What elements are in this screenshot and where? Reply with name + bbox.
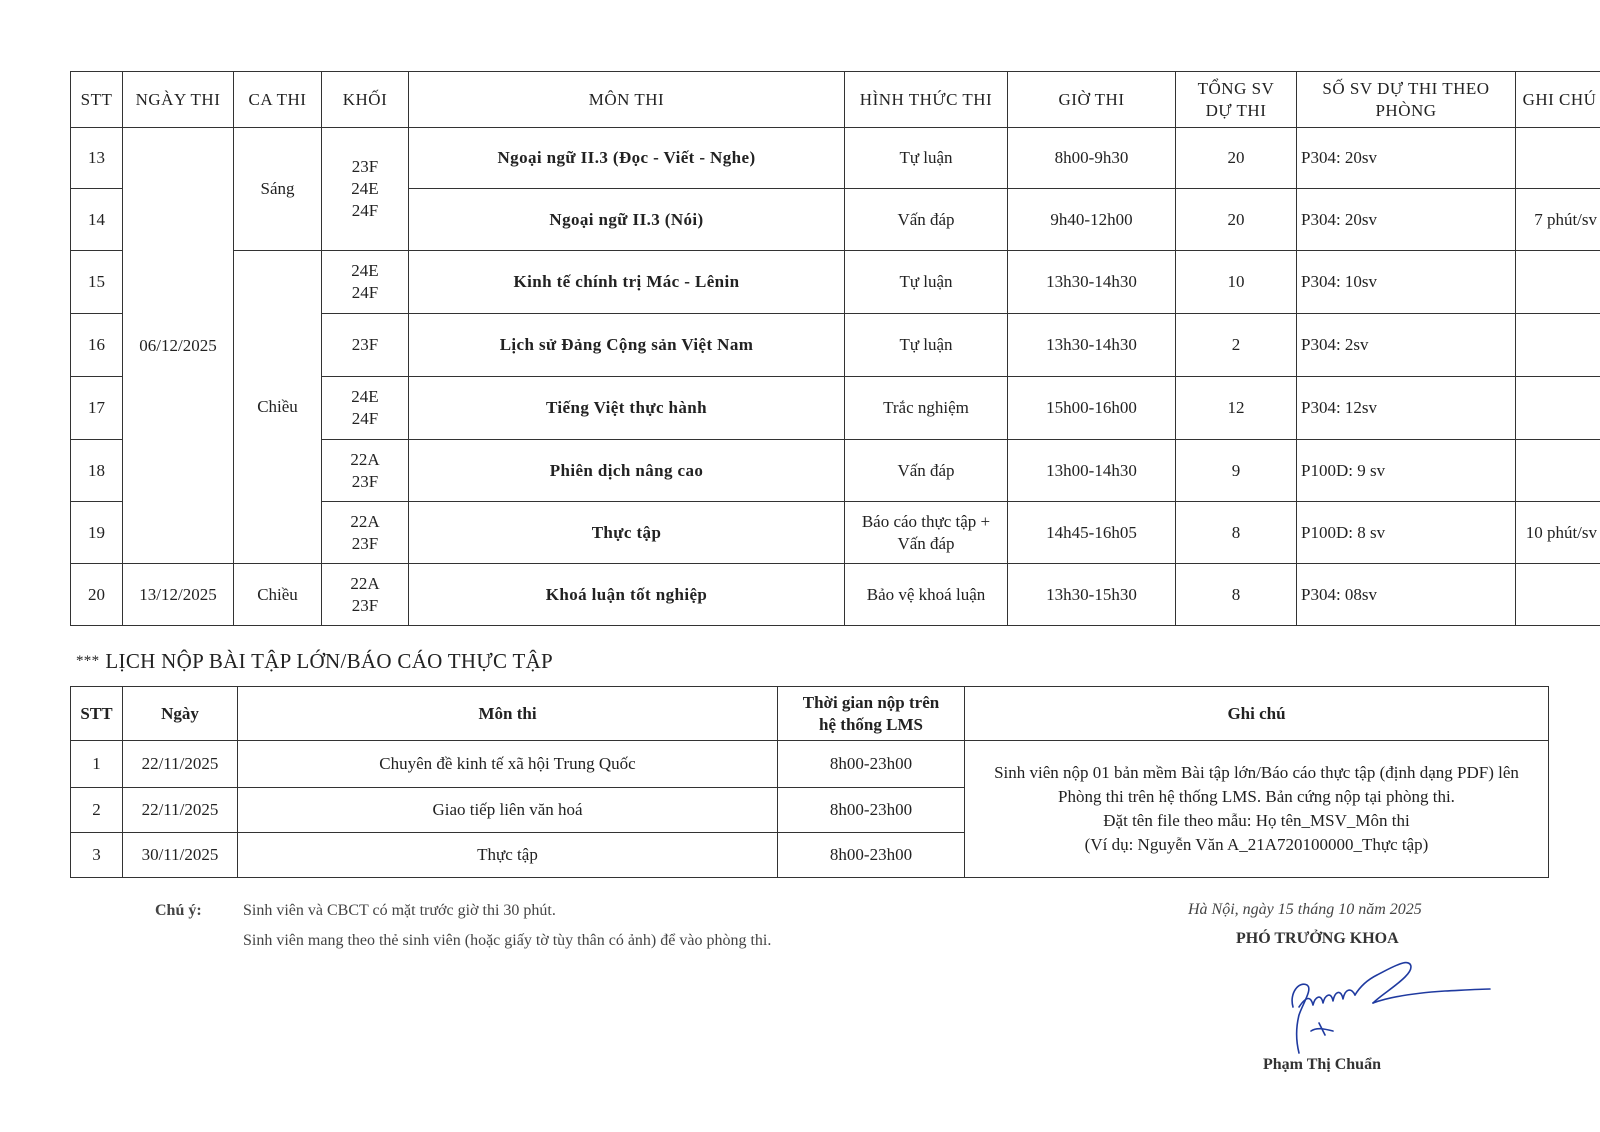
rooms-cell: P304: 12sv [1297, 377, 1516, 440]
footer-note-2: Sinh viên mang theo thẻ sinh viên (hoặc giấy tờ tùy thân có ảnh) để vào phòng thi. [243, 932, 772, 949]
note-cell [1516, 440, 1600, 502]
session-cell: Chiều [234, 251, 322, 564]
exam-schedule-table [70, 71, 1600, 626]
note-cell [1516, 128, 1600, 189]
col-header-ca-thi: CA THI [234, 72, 322, 128]
time-cell: 13h00-14h30 [1008, 440, 1176, 502]
stt-cell: 1 [71, 741, 123, 788]
col-header-ngay: Ngày [123, 687, 238, 741]
submission-schedule-table [70, 686, 1549, 878]
section-title-text: LỊCH NỘP BÀI TẬP LỚN/BÁO CÁO THỰC TẬP [105, 649, 554, 673]
total-cell: 9 [1176, 440, 1297, 502]
col-header-ghi-chu: GHI CHÚ [1516, 72, 1600, 128]
note-cell: 7 phút/sv [1516, 189, 1600, 251]
stt-cell: 18 [71, 440, 123, 502]
note-label: Chú ý: [155, 902, 202, 919]
stt-cell: 20 [71, 564, 123, 626]
col-header-stt: STT [71, 687, 123, 741]
format-cell: Tự luận [845, 251, 1008, 314]
date-cell: 22/11/2025 [123, 741, 238, 788]
date-cell: 06/12/2025 [123, 128, 234, 564]
rooms-cell: P304: 20sv [1297, 128, 1516, 189]
subject-cell: Tiếng Việt thực hành [409, 377, 845, 440]
time-cell: 13h30-14h30 [1008, 251, 1176, 314]
stt-cell: 14 [71, 189, 123, 251]
stt-cell: 3 [71, 833, 123, 878]
stt-cell: 17 [71, 377, 123, 440]
time-cell: 15h00-16h00 [1008, 377, 1176, 440]
time-cell: 8h00-23h00 [778, 833, 965, 878]
section-title [76, 649, 553, 674]
rooms-cell: P304: 20sv [1297, 189, 1516, 251]
stt-cell: 16 [71, 314, 123, 377]
format-cell: Vấn đáp [845, 440, 1008, 502]
stt-cell: 13 [71, 128, 123, 189]
time-cell: 14h45-16h05 [1008, 502, 1176, 564]
col-header-mon-thi: MÔN THI [409, 72, 845, 128]
format-cell: Tự luận [845, 128, 1008, 189]
table-row [71, 251, 1600, 314]
col-header-so-sv: SỐ SV DỰ THI THEO PHÒNG [1297, 72, 1516, 128]
date-cell: 30/11/2025 [123, 833, 238, 878]
format-cell: Báo cáo thực tập + Vấn đáp [845, 502, 1008, 564]
place-date: Hà Nội, ngày 15 tháng 10 năm 2025 [1188, 901, 1422, 918]
table-header-row [71, 687, 1549, 741]
subject-cell: Ngoại ngữ II.3 (Nói) [409, 189, 845, 251]
date-cell: 13/12/2025 [123, 564, 234, 626]
subject-cell: Kinh tế chính trị Mác - Lênin [409, 251, 845, 314]
note-cell [1516, 251, 1600, 314]
footer-note-1: Sinh viên và CBCT có mặt trước giờ thi 30 phút. [243, 902, 556, 919]
total-cell: 20 [1176, 128, 1297, 189]
time-cell: 8h00-9h30 [1008, 128, 1176, 189]
time-cell: 8h00-23h00 [778, 741, 965, 788]
stt-cell: 15 [71, 251, 123, 314]
note-cell: 10 phút/sv [1516, 502, 1600, 564]
rooms-cell: P304: 08sv [1297, 564, 1516, 626]
group-cell: 23F 24E 24F [322, 128, 409, 251]
rooms-cell: P304: 10sv [1297, 251, 1516, 314]
table-header-row [71, 72, 1600, 128]
subject-cell: Giao tiếp liên văn hoá [238, 788, 778, 833]
group-cell: 22A 23F [322, 502, 409, 564]
rooms-cell: P100D: 8 sv [1297, 502, 1516, 564]
session-cell: Sáng [234, 128, 322, 251]
group-cell: 22A 23F [322, 564, 409, 626]
rooms-cell: P100D: 9 sv [1297, 440, 1516, 502]
time-cell: 8h00-23h00 [778, 788, 965, 833]
signer-name: Phạm Thị Chuẩn [1263, 1056, 1381, 1073]
format-cell: Trắc nghiệm [845, 377, 1008, 440]
subject-cell: Chuyên đề kinh tế xã hội Trung Quốc [238, 741, 778, 788]
table-row [71, 128, 1600, 189]
group-cell: 22A 23F [322, 440, 409, 502]
time-cell: 9h40-12h00 [1008, 189, 1176, 251]
format-cell: Vấn đáp [845, 189, 1008, 251]
col-header-khoi: KHỐI [322, 72, 409, 128]
total-cell: 8 [1176, 502, 1297, 564]
col-header-gio-thi: GIỜ THI [1008, 72, 1176, 128]
note-cell [1516, 314, 1600, 377]
col-header-ngay-thi: NGÀY THI [123, 72, 234, 128]
section-stars: *** [76, 653, 100, 669]
group-cell: 23F [322, 314, 409, 377]
rooms-cell: P304: 2sv [1297, 314, 1516, 377]
format-cell: Tự luận [845, 314, 1008, 377]
signer-title: PHÓ TRƯỞNG KHOA [1236, 930, 1399, 947]
col-header-hinh-thuc: HÌNH THỨC THI [845, 72, 1008, 128]
total-cell: 2 [1176, 314, 1297, 377]
time-cell: 13h30-15h30 [1008, 564, 1176, 626]
col-header-thoi-gian: Thời gian nộp trên hệ thống LMS [778, 687, 965, 741]
subject-cell: Ngoại ngữ II.3 (Đọc - Viết - Nghe) [409, 128, 845, 189]
date-cell: 22/11/2025 [123, 788, 238, 833]
format-cell: Bảo vệ khoá luận [845, 564, 1008, 626]
submission-note-cell: Sinh viên nộp 01 bản mềm Bài tập lớn/Báo cáo thực tập (định dạng PDF) lên Phòng thi trên hệ thống LMS. Bản cứng nộp tại phòng thi. Đặt tên file theo mẫu: Họ tên_MSV_Môn thi (Ví dụ: Nguyễn Văn A_21A720100000_Thực tập) [965, 741, 1549, 878]
col-header-mon-thi: Môn thi [238, 687, 778, 741]
col-header-ghi-chu: Ghi chú [965, 687, 1549, 741]
table-row [71, 741, 1549, 788]
note-cell [1516, 377, 1600, 440]
table-row [71, 564, 1600, 626]
time-cell: 13h30-14h30 [1008, 314, 1176, 377]
total-cell: 12 [1176, 377, 1297, 440]
group-cell: 24E 24F [322, 251, 409, 314]
group-cell: 24E 24F [322, 377, 409, 440]
total-cell: 8 [1176, 564, 1297, 626]
stt-cell: 19 [71, 502, 123, 564]
col-header-stt: STT [71, 72, 123, 128]
stt-cell: 2 [71, 788, 123, 833]
subject-cell: Khoá luận tốt nghiệp [409, 564, 845, 626]
subject-cell: Phiên dịch nâng cao [409, 440, 845, 502]
total-cell: 10 [1176, 251, 1297, 314]
subject-cell: Thực tập [238, 833, 778, 878]
note-cell [1516, 564, 1600, 626]
total-cell: 20 [1176, 189, 1297, 251]
subject-cell: Lịch sử Đảng Cộng sản Việt Nam [409, 314, 845, 377]
signature-image [1285, 945, 1495, 1060]
subject-cell: Thực tập [409, 502, 845, 564]
session-cell: Chiều [234, 564, 322, 626]
col-header-tong-sv: TỔNG SV DỰ THI [1176, 72, 1297, 128]
